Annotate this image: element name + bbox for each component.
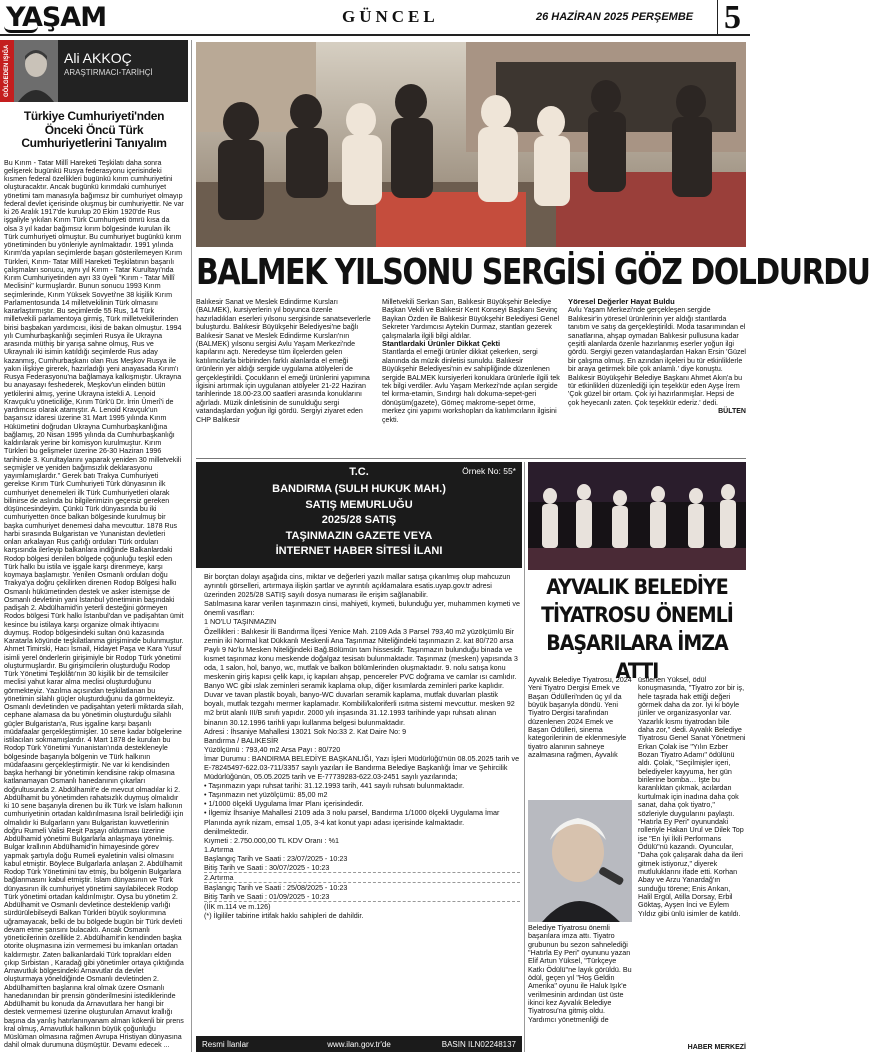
column-divider <box>524 462 525 1052</box>
notice-row: Bitiş Tarih ve Saati : 01/09/2025 - 10:23 <box>204 892 520 902</box>
theater-headline[interactable]: AYVALIK BELEDİYE TİYATROSU ÖNEMLİ BAŞARILARA İMZA ATTI <box>541 575 733 684</box>
theater-col-1-bottom: Belediye Tiyatrosu önemli başarılara imza attı. Tiyatro grubunun bu sezon sahnelediği "Hatırla Ey Peri" oyununu yazan Elif Artun Yüksel, "Türkçeye Katkı Ödülü"ne layık görüldü. Bu ödül, geçen yıl "Hoş Geldin Amerika" oyunu ile Haluk Işık'e verilmesinin ardından üst üste ikinci kez Ayvalık Belediye Tiyatrosu'na gitmiş oldu. Yardımcı yönetmenliği de <box>528 923 632 1024</box>
lead-col-1: Balıkesir Sanat ve Meslek Edindirme Kursları (BALMEK), kursiyerlerin yıl boyunca özenle hazırladıkları eserleri yılsonu sergisinde sanatseverlerle buluşturdu. Balıkesir Büyükşehir Belediyesi'ne bağlı Balıkesir Sanat ve Meslek Edindirme Kursları'nın (BALMEK) yılsonu sergisi Avlu Yaşam Merkezi'nde kapılarını açtı. Neredeyse tüm ilçelerden gelen katılımcılarla birbirinden farklı alanlarda el emeği ürünlerin yer aldığı sergide uygulama atölyeleri de gerçekleştirildi. Çocukların el emeği ürünlerini yapımına ilgisini artırmak için uygulanan atölyeler 21-22 Haziran tarihlerinde 18.00-23.00 saatleri arasında konuklarını ağırladı. Müzik dinletisinin de sunulduğu sergi vatandaşlardan yoğun ilgi gördü. Sergiyi ziyaret eden CHP Balıkesir <box>196 298 371 424</box>
issue-date: 26 HAZİRAN 2025 PERŞEMBE <box>536 11 694 23</box>
notice-title-line: SATIŞ MEMURLUĞU <box>305 498 413 511</box>
notice-tc: T.C. <box>349 466 369 478</box>
notice-row: Adresi : İhsaniye Mahallesi 13021 Sok No:33 2. Kat Daire No: 9 <box>204 726 407 736</box>
notice-row: • Taşınmazın yapı ruhsat tarihi: 31.12.1993 tarih, 441 sayılı ruhsatı bulunmaktadır. <box>204 781 465 791</box>
notice-footer-link[interactable]: www.ilan.gov.tr'de <box>327 1039 391 1049</box>
lead-col-3 <box>568 298 746 456</box>
exhibition-photo <box>196 42 746 247</box>
section-name: GÜNCEL <box>342 7 439 26</box>
notice-row: Yüzölçümü : 793,40 m2 Arsa Payı : 80/720 <box>204 744 341 754</box>
notice-row: 2.Artırma <box>204 873 520 883</box>
notice-row: Başlangıç Tarih ve Saati : 25/08/2025 - 10:23 <box>204 883 348 893</box>
theater-award-photo <box>528 462 746 570</box>
notice-row: Kıymeti : 2.750.000,00 TL KDV Oranı : %1 <box>204 835 340 845</box>
theater-col-2: üstlenen Yüksel, ödül konuşmasında, "Tiyatro zor bir iş, hele taşrada hak ettiği değeri görmek daha da zor. İyi ki böyle jüriler ve organizasyonlar var. Yazarlık kısmı tiyatrodan bile daha zor," dedi. Ayvalık Belediye Tiyatrosu Genel Sanat Yönetmeni Erkan Çolak ise "Yılın Ezber Bozan Tiyatro Adamı" ödülünü aldı. Çolak, "Seçilmişler içeri, belediyeler kayyuma, her gün birilerine bomba… İşte bu karanlıktan çıkmak, acılardan kurtulmak için inadına daha çok sanat, daha çok tiyatro," sözleriyle duygularını paylaştı. "Hatırla Ey Peri" oyunundaki rolleriyle Hakan Urul ve Dilek Top ise "En İyi İkili Performans Ödülü"nü kazandı. Oyuncular, "Daha çok çalışarak daha da ileri gitmek istiyoruz," diyerek mutluluklarını ifade etti. Korhan Abay ve Arzu Yanardağ'ın sunduğu törene; Enis Arıkan, Halil Ergül, Atilla Dorsay, Erbil Göktaş, Ayşen İnci ve Eylem Yıldız gibi ünlü isimler de katıldı. <box>638 675 746 918</box>
notice-row: 1.Artırma <box>204 844 234 854</box>
author-portrait-icon <box>14 40 58 102</box>
notice-row: Bandırma / BALIKESİR <box>204 735 279 745</box>
notice-footer-code: BASIN ILN02248137 <box>441 1039 517 1049</box>
section-divider <box>196 458 746 459</box>
lead-subhead-2: Yöresel Değerler Hayat Buldu <box>568 297 675 306</box>
notice-row: Satılmasına karar verilen taşınmazın cinsi, mahiyeti, kıymeti, bulunduğu yer, muhammen kıymeti ve önemli vasıfları: <box>204 599 522 618</box>
author-box <box>0 40 188 102</box>
notice-row: Bitiş Tarih ve Saati : 30/07/2025 - 10:23 <box>204 863 520 873</box>
legal-notice-body <box>204 572 520 921</box>
column-body: Bu Kırım - Tatar Millî Hareketi Teşkilatı daha sonra gelişerek bugünkü Rusya federasyonu içerisindeki kısmen federal özellikleri bugünkü kırım cumhuriyetini oluşturacaktır. Ancak bugünkü kırımdaki cumhuriyet yönetimi tam manasıyla bağımsız bir cumhuriyet olmayıp federal devlet içerisinde oluşmuş bir cumhuriyettir. Ne var ki 26 Aralık 1917'de kurulup 20 Ekim 1920'de Rus işgaliyle yıkılan Kırım Türk Cumhuriyeti ömrü kısa da olsa 3 yıl kadar bağımsız kırım bölgesinde kurulan ilk Türk cumhuriyeti olmuştur. Bu cumhuriyet bugünkü kırım yönetiminden bu yönleriyle ayrılmaktadır. 1991 yılında Kırım'da yapılan seçimlerde başarı gösterilemeyen Kırım Türkleri, Kırım- Tatar Millî Hareketi Teşkilatının başarılı çalışmaları sonucu, aynı yıl Kırım - Tatar Kurultayı'nda Kırım Cumhuriyetinden ayrı 33 üyeli "Kırım - Tatar Millî Meclisini" kurmuşlardır. Bunun sonucu 1993 Kırım seçimlerinde, Kırım Yüksek Sovyeti'ne 38 kişilik Kırım Parlamentosunda 14 milletvekilinin Türk olmasını kararlaştırmıştır. Bu seçimlerde 55 Rus, 14 Türk milletvekili parlamentoya girmiş, Türk milletvekillerinden birisi başbakan yardımcısı, ikisi de bakan olmuştur. 1994 yılı Cumhurbaşkanlığı seçimleri Rusya ile Ukrayna arasında müthiş bir yarışa sahne olmuş, Rus ve Ukraynalı iki isimin katıldığı seçimlerde Rus aday kazanmış, Cumhurbaşkanı olan Rus Meşkov Rusya ile yakın ilişkiye girerek, hazırladığı yeni anayasada Kırım'ı Rusya Federasyonu'na bağlamaya kalkışmıştır. Ukrayna bu anayasayı feshederek, Meşkov'un elinden bütün yetkilerini almış, yerine Ukrayna istekli A. Lenoid Kravçuk'u yöneticiliğe, Kırım Türk'ü Dr. İrrin Ümerî'i de yardımcısı olarak atamıştır. A. Lenoid Kravçuk'un başarısız idaresi üzerine 31 Mart 1995 yılında Kırım Hükümetini doğrudan Ukrayna Cumhurbaşkanlığına bağlamış, 20 Nisan 1995 yılında da Cumhurbaşkanlığı kaldırılarak yerine bir komisyon kurulmuştur. Kırım Türkleri bu gelişmeler üzerine 26-30 Haziran 1996 tarihinde 3. Kurultaylarını yaparak yeniden 30 milletvekili seçmişler ve yeniden bağımsızlık deklarasyonu yayımlamışlardır." Gerek batı Trakya Cumhuriyeti gerekse Kırım Türk Cumhuriyeti Türk dünyasının ilk cumhuriyet denemeleri ilk Türk Cumhuriyetleri olarak bilinirse de aslında bu bilgilerimizin geçersiz gereken düşüncesindeyim. Çünkü Türk dünyasında bu iki cumhuriyetten önce balkan bölgesinde kurulmuş bir başka cumhuriyet denemesi daha mevcuttur. 1878 Rus harbi sırasında Bulgaristan ve Yunanistan devletleri onları arkalayan Rus çarlığı orduları Türk orduları karşısında ilerleyip balkanlara indiğinde Balkanlardaki Rodop bölgesi denilen bölgede çoğunluğu teşkil eden Türk halkı bu istila ve işgale karşı direnmeye, karşı koymaya başlamıştır. Yenilen Osmanlı orduları doğu Trakya'ya doğru çekilirken direnen Rodop Bölgesi halkı Osmanlı hükümetinden destek ve asker istemişse de Osmanlı devletinin yani İstanbul yönetiminin başındaki padişah 2. Abdülhamid'in yeterli desteğini görmeyen Rodos bölgesi Türk halkı İstanbul'dan ve padişahtan ümit kesince bu istilaya karşı organize olmak ihtiyacını duymuş. Rodop bölgesindeki sultan önü kazasında Karatarla köyünde teşkilatlanma girişiminde bulunmuştur. Ahmet Timirski, Hacı İsmail, Hidayet Paşa ve Kara Yusuf isimli yerel önderlerin girişimiyle bir Rodop Türk yönetimi oluşturmuşlardır. Bu girişimcilerin oluşturduğu Rodop Türk Yönetimi Teşkilâtı'nın 30 kişilik bir de temsilciler meclisi yahut karar alma meclisi oluşturduğunu görmekteyiz. Yazılma açısından teşkilatlanan bu yönetimin silahlı güçler oluşturduğunu da görmekteyiz. Osmanlı devletinden ve padişahtan yeterli miktarda silah, cephane alamasa da bu yönetimin oluşturduğu silahlı güçler Bulgaristan'a, Rus işgaline karşı başarılı müdafaalar gerçekleştirmişler. 10 sene kadar bölgelerine istilacıları sokmamışlardır. 4 Mart 1878 de kurulan bu Rodop Türk Yönetimi Yunanistan'ında destekleneyle bölgesinde başarıyla bölgenin ve Türk halkının müdafaasını gerçekleştirmiştir. Ne var ki kendisinden başka herhangi bir yönetimin kendisine rakip olmasına katlanamayan Osmanlı hanedanının çıkarları doğrultusunda 2. Abdülhamit'e de mevcut olmadılar ki 2. Abdülhamit bu yönetimden rahatsızlık duymuş olmalıdır ki 10 sene başarıyla direnen bu ilk Türk ve İslam halkının cumhuriyetinin ortadan kaldırılmasına İsrail belirlediği için olmalıdır ki Bulgarların yanı Bulgaristan kuvvetlerinin doğru Rumeli Valisi Reşit Paşayı oldurması üzerine Abdülhamid yönetimi Bulgarlarla anlaşmaya yönelmiş. Bulgar krallının Abdülhamid'in himayesinde görev yapmak şartıyla doğu Rumeli eyaletinin valisi olmasını kabul etmiştir. Böylece Bulgarlarla anlaşan 2. Abdülhamit Rodop Türk Yönetimini tav etmiş, bu bölgenin Bulgarlara bağlanmasını kabul etmiştir. İslam dünyasının ve Türk dünyasının ilk cumhuriyet yönetimi sayılabilecek Rodop Türk yönetimi ortadan kaldırılmıştır. Oysa bu yönetim 2. Abdülhamit ve Osmanlı devletince desteklenip varlığı sürdürülebilseydi Balkan Türkleri büyük soykırımına uğramayacak, belki de bu bölgede bugün bir Türk devleti devam etme şansını bulacaktı. Ancak Osmanlı yöneticilerinin özellikle 2. Abdülhamit'in kendinden başka otorite oluşmasına izin vermemesi bu imkanları ortadan kaldırmıştır. Zaten balkanlardaki Türk toprakları elden çıkıp Sırbistan , Karadağ gibi yönetimler ortaya çıktığında Arnavutluk bölgesindeki Arnavutlar da devlet oluşturmaya yöneldiğinde Osmanlı devletinden 2. Abdülhamit'ten başlarına kral olmak üzere Osmanlı hanedanından bir prensin gönderilmesini istediklerinde Abdülhamit bu konuda da Arnavutlara her hangi bir destek vermemesi üzerine oluşturulan Arnavut krallığı başına da yarılış hatırlanınyanam alman kökenli bir prens kral olmuş, Arnavutluk halkının büyük çoğunluğu Müslüman olmasına rağmen Avrupa Hristiyan dünyasına dahil olmak durumuna düşmüştür. Devamı edecek ... <box>4 158 184 1050</box>
notice-row: • 1/1000 ölçekli Uygulama İmar Planı içerisindedir. <box>204 799 364 809</box>
notice-footer <box>196 1036 522 1052</box>
notice-number: Örnek No: 55* <box>462 466 516 476</box>
lead-article <box>196 298 746 456</box>
column-badge: GÖLGEDEN IŞIĞA <box>0 40 14 102</box>
speaker-portrait-icon <box>528 800 632 922</box>
notice-row: 1 NO'LU TAŞINMAZIN <box>204 617 277 627</box>
notice-title-line: TAŞINMAZIN GAZETE VEYA <box>285 529 433 542</box>
notice-row: (İİK m.114 ve m.126) <box>204 902 271 912</box>
lead-col-2 <box>382 298 560 456</box>
exhibition-crowd-icon <box>196 42 746 247</box>
notice-row: Bir borçtan dolayı aşağıda cins, miktar ve değerleri yazılı mallar satışa çıkarılmış olup mahcuzun ayrıntılı görselleri, artırmaya ilişkin şartlar ve ayrıntılı açıklamalara esatis.uyap.gov.tr adresi üzerinden 2025/28 SATIŞ sayılı dosya numarası ile erişim sağlanabilir. <box>204 572 513 600</box>
notice-row: denilmektedir. <box>204 826 249 836</box>
notice-footer-label: Resmi İlanlar <box>202 1039 249 1049</box>
notice-title-line: BANDIRMA (SULH HUKUK MAH.) <box>272 483 446 495</box>
column-headline[interactable]: Türkiye Cumhuriyeti'nden Önceki Öncü Türk Cumhuriyetlerini Tanıyalım <box>21 109 167 150</box>
notice-title-line: İNTERNET HABER SİTESİ İLANI <box>275 545 443 557</box>
masthead <box>0 0 750 36</box>
portrait-photo <box>528 800 632 922</box>
author-name: Ali AKKOÇ <box>64 50 132 66</box>
author-photo <box>14 40 58 102</box>
lead-col-3-text: Avlu Yaşam Merkezi'nde gerçekleşen sergide Balıkesir'in yöresel ürünlerinin yer aldığı stantlarda tanıtım ve satış da gerçekleştirildi. Moda tasarımından el sanatlarına, ahşap oymadan Balıkesir pullusuna kadar çeşitli alanlarda özenle hazırlanmış eserler yoğun ilgi gördü. Sergiyi gezen vatandaşlardan Hakan Ersin 'Güzel bir çalışma olmuş. En azından ilçeleri bu tür etkinliklerle bir araya getirmek bile çok anlamlı.' diye konuştu. Balıkesir Büyükşehir Belediye Başkanı Ahmet Akın'a bu tür etkinlikleri düzenlediği için teşekkür eden Ayşe İrem 'Çok güzel bir ortam. Çok iyi hazırlanmışlar. Hepsi de çok heyecanlı zaten. Çok teşekkür ederiz.' dedi. <box>568 306 747 407</box>
notice-title <box>196 482 522 560</box>
lead-col-2-text: Milletvekili Serkan Sarı, Balıkesir Büyükşehir Belediye Başkan Vekili ve Balıkesir Kent Konseyi Başkanı Sevinç Baykan Özden ile Balıkesir Büyükşehir Belediyesi Genel Sekreter Yardımcısı Aytekin Durmaz, stantları gezerek çalışmalarla ilgili bilgi aldılar. <box>382 298 560 340</box>
notice-row: Özellikleri : Balıkesir İli Bandırma İlçesi Yenice Mah. 2109 Ada 3 Parsel 793,40 m2 yüzölçümlü Bir zemin iki Normal kat Dükkanlı Meskenli Ana Taşınmaz Niteliğindeki taşınmazın 2. kat 80/720 arsa Paylı 9 No'lu Mesken Niteliğindeki Bağ.Bölümün tam hissesidir. Taşınmazın bulunduğu binada ve kısmet taşınmaz konu meskende doğalgaz tesisatı bulunmaktadır. Taşınmaz (mesken) yapısında 3 oda, 1 salon, hol, banyo, wc, mutfak ve balkon bölümlerinden oluşmaktadır. 9. nolu satışa konu meskenin giriş kapısı çelik kapı, iç kapıları ahşap, pencereler PVC doğrama ve camlar ısı camlıdır. Banyo WC gibi ıslak zeminleri seramik kaplama olup, diğer kısımlarda zeminleri parke kaplıdır. Duvar ve tavan plastik boyalı, banyo-WC duvarları seramik kaplama, mutfak duvarları plastik boyalı, mutfak tezgahı mermer kaplamadır. Kombili/kaloriferli ısıtma sistemi mevcuttur. mesken 92 m2 brüt alanlı III/B sınıfı yapıdır. 2000 yılı inşasında 31.12.1993 tarihinde yapı ruhsatı alınan binanın 30.12.1996 tarihli yapı kullanma belgesi bulunmaktadır. <box>204 626 520 727</box>
author-title: ARAŞTIRMACI-TARİHÇİ <box>64 68 153 77</box>
theater-byline: HABER MERKEZİ <box>687 1044 746 1051</box>
author-info <box>58 40 188 102</box>
notice-title-line: 2025/28 SATIŞ <box>321 514 397 526</box>
column-divider <box>191 40 192 1052</box>
notice-row: • Taşınmazın net yüzölçümü: 85,00 m2 <box>204 790 328 800</box>
theater-col-1: Ayvalık Belediye Tiyatrosu, 2024 Yeni Tiyatro Dergisi Emek ve Başarı Ödülleri'nden üç yıl da büyük başarıyla döndü. Yeni Tiyatro Dergisi tarafından düzenlenen 2024 Emek ve Başarı Ödülleri, sinema kategorilerinin de eklenmesiyle tiyatro alanının sahneye azalmasına rağmen, Ayvalık <box>528 675 632 760</box>
lead-subhead-1: Stantlardaki Ürünler Dikkat Çekti <box>382 339 501 349</box>
notice-row: İmar Durumu : BANDIRMA BELEDİYE BAŞKANLIĞI, Yazı İşleri Müdürlüğü'nün 08.05.2025 tarih ve E-78245497-622.03-711/3357 sayılı yazıları ile Bandırma Belediye Başkanlığı İmar ve Şehircilik Müdürlüğünün, 05.05.2025 tarih ve E-77739283-622.03-2451 sayılı yazılarında; <box>204 753 522 782</box>
award-ceremony-icon <box>528 462 746 570</box>
newspaper-logo[interactable]: YAŞAM <box>6 2 107 33</box>
notice-row: • İlgemiz İhsaniye Mahallesi 2109 ada 3 nolu parsel, Bandırma 1/1000 ölçekli Uygulama İmar Planında ayrık nizam, emsal 1,05, 3-4 kat konut yapı adası içerisinde kalmaktadır. <box>204 808 502 827</box>
logo-swoosh-icon <box>4 26 38 33</box>
legal-notice-header <box>196 462 522 568</box>
lead-byline: BÜLTEN <box>718 408 746 416</box>
page-number: 5 <box>717 0 741 36</box>
lead-headline[interactable]: BALMEK YILSONU SERGİSİ GÖZ DOLDURDU <box>196 251 869 294</box>
notice-row: (*) İlgililer tabirine irtifak hakkı sahipleri de dahildir. <box>204 911 364 921</box>
notice-row: Başlangıç Tarih ve Saati : 23/07/2025 - 10:23 <box>204 853 348 863</box>
lead-col-2-rest: Stantlarda el emeği ürünler dikkat çekerken, sergi alanında da müzik dinletisi sunuldu. Balıkesir Büyükşehir Belediyesi'nin ev sahipliğinde düzenlenen sergide BALMEK kursiyerleri konuklara ürünlerle ilgili tek tek bilgi verdiler. Avlu Yaşam Merkezi'nde açılan sergide tel kırma-etamin, Sındırgı halı dokuma-sepet-geri dönüşüm(gazete), Gömeç makrome-sepet örme, merkez çini yapımı workshopları da katılımcıların ilgisini çekti. <box>382 348 560 424</box>
opinion-column <box>0 40 188 1052</box>
